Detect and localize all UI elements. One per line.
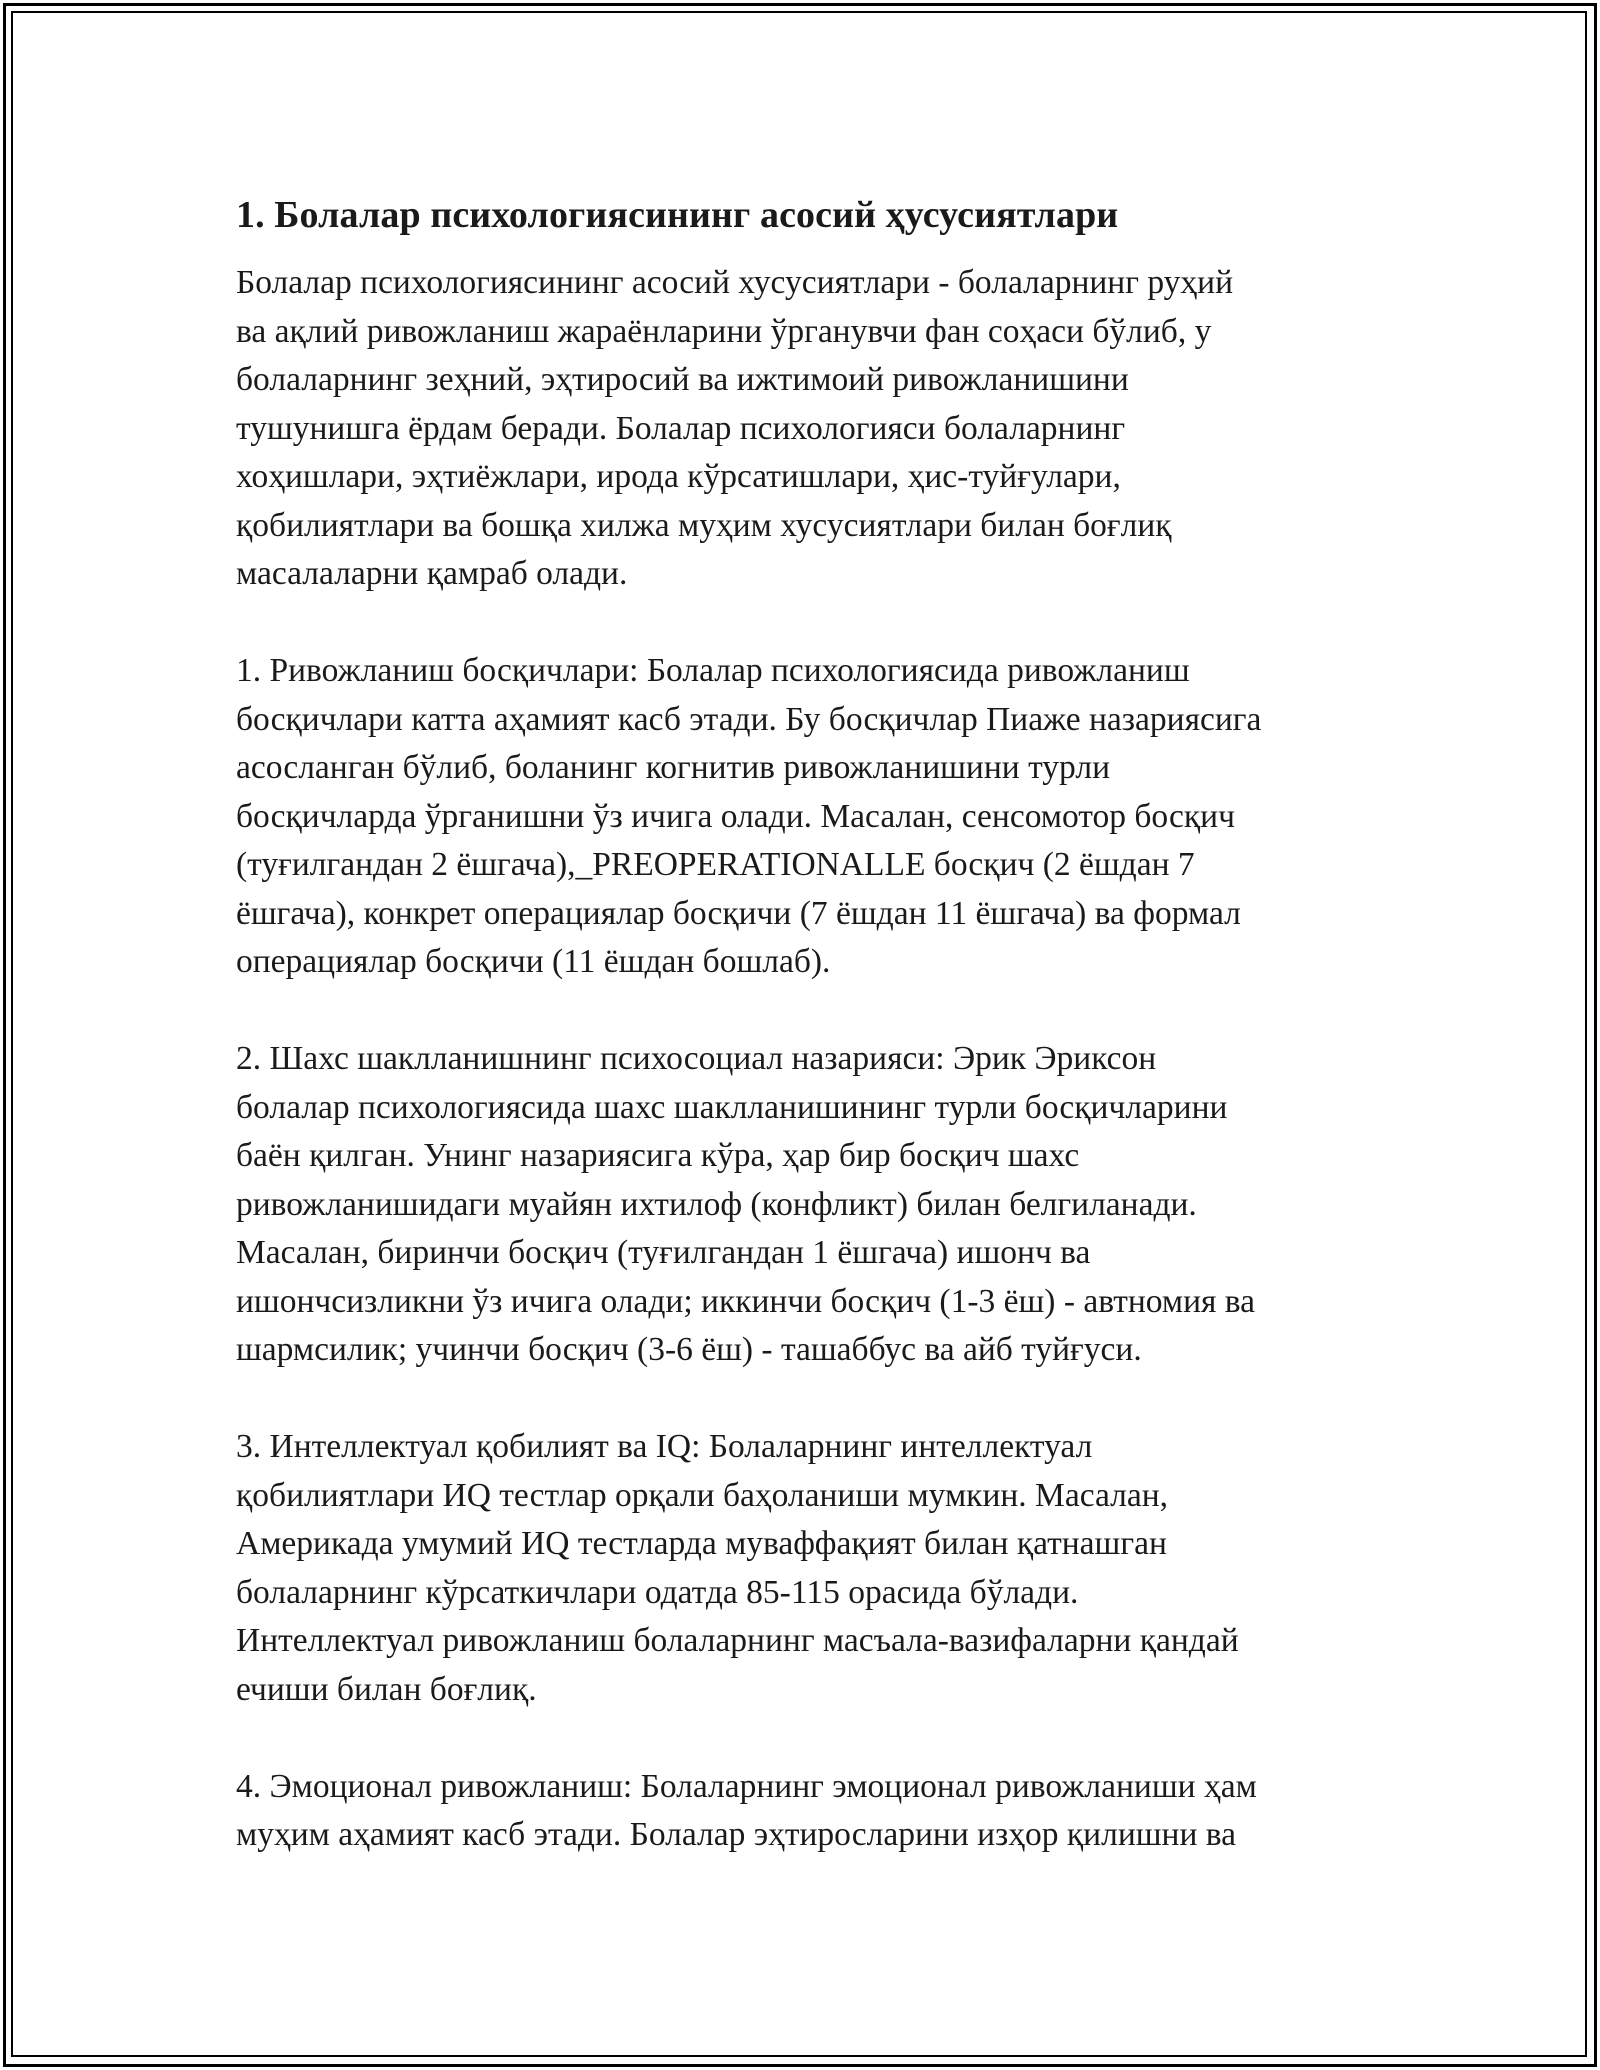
paragraph-line: масалаларни қамраб олади.	[236, 555, 628, 592]
document-title: 1. Болалар психологиясининг асосий ҳусусиятлари	[236, 194, 1119, 236]
paragraph-line: Америкада умумий ИQ тестларда муваффақият билан қатнашган	[236, 1525, 1167, 1562]
document-page	[236, 189, 1376, 1908]
paragraph-line: болаларнинг кўрсаткичлари одатда 85-115 орасида бўлади.	[236, 1573, 1079, 1611]
paragraph-line: баён қилган. Унинг назариясига кўра, ҳар бир босқич шахс	[236, 1137, 1080, 1174]
paragraph-psychosocial-theory	[236, 1035, 1376, 1375]
paragraph-line: 4. Эмоционал ривожланиш: Болаларнинг эмоционал ривожланиши ҳам	[236, 1767, 1257, 1805]
paragraph-line: 1. Ривожланиш босқичлари: Болалар психологиясида ривожланиш	[236, 652, 1190, 689]
paragraph-line: ёшгача), конкрет операциялар босқичи (7 ёшдан 11 ёшгача) ва формал	[236, 894, 1241, 932]
paragraph-line: Интеллектуал ривожланиш болаларнинг масъала-вазифаларни қандай	[236, 1622, 1239, 1659]
paragraph-intellectual-iq	[236, 1423, 1376, 1714]
paragraph-line: 2. Шахс шаклланишнинг психосоциал назарияси: Эрик Эриксон	[236, 1040, 1157, 1077]
paragraph-line: муҳим аҳамият касб этади. Болалар эҳтиросларини изҳор қилишни ва	[236, 1816, 1237, 1853]
paragraph-line: Масалан, биринчи босқич (туғилгандан 1 ёшгача) ишонч ва	[236, 1234, 1091, 1271]
paragraph-line: босқичлари катта аҳамият касб этади. Бу босқичлар Пиаже назариясига	[236, 700, 1262, 738]
paragraph-line: болалар психологиясида шахс шаклланишининг турли босқичларини	[236, 1088, 1228, 1126]
paragraph-line: хоҳишлари, эҳтиёжлари, ирода кўрсатишлари, ҳис-туйғулари,	[236, 458, 1121, 495]
paragraph-line: ечиши билан боғлиқ.	[236, 1670, 537, 1708]
paragraph-line: қобилиятлари ва бошқа хилжа муҳим хусусиятлари билан боғлиқ	[236, 506, 1172, 544]
paragraph-line: ривожланишидаги муайян ихтилоф (конфликт) билан белгиланади.	[236, 1185, 1197, 1223]
paragraph-line: шармсилик; учинчи босқич (3-6 ёш) - ташаббус ва айб туйғуси.	[236, 1331, 1142, 1368]
paragraph-emotional-development	[236, 1763, 1376, 1860]
paragraph-line: ва ақлий ривожланиш жараёнларини ўрганувчи фан соҳаси бўлиб, у	[236, 312, 1212, 350]
paragraph-intro	[236, 259, 1376, 599]
paragraph-line: қобилиятлари ИQ тестлар орқали баҳоланиши мумкин. Масалан,	[236, 1476, 1169, 1514]
paragraph-line: 3. Интеллектуал қобилият ва IQ: Болаларнинг интеллектуал	[236, 1428, 1093, 1465]
paragraph-line: ишончсизликни ўз ичига олади; иккинчи босқич (1-3 ёш) - автномия ва	[236, 1282, 1256, 1320]
paragraph-line: (туғилгандан 2 ёшгача),_PREOPERATIONALLE босқич (2 ёшдан 7	[236, 846, 1195, 883]
paragraph-development-stages	[236, 647, 1376, 987]
paragraph-line: Болалар психологиясининг асосий хусусиятлари - болаларнинг руҳий	[236, 264, 1234, 301]
paragraph-line: асосланган бўлиб, боланинг когнитив ривожланишини турли	[236, 749, 1110, 786]
paragraph-line: босқичларда ўрганишни ўз ичига олади. Масалан, сенсомотор босқич	[236, 797, 1235, 835]
paragraph-line: болаларнинг зеҳний, эҳтиросий ва ижтимоий ривожланишини	[236, 361, 1129, 398]
paragraph-line: операциялар босқичи (11 ёшдан бошлаб).	[236, 943, 831, 980]
paragraph-line: тушунишга ёрдам беради. Болалар психологияси болаларнинг	[236, 409, 1126, 447]
